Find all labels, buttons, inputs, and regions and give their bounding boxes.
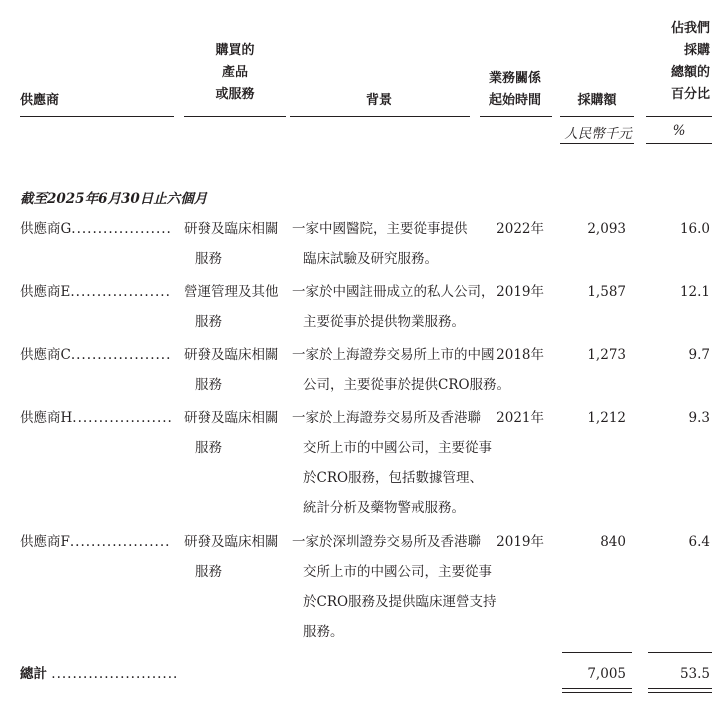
- total-double-rule-pct-1: [648, 688, 712, 689]
- pct-cell: 16.0: [679, 221, 710, 237]
- header-relationship-line-1: 業務關係: [488, 71, 541, 86]
- subtotal-rule-amount: [562, 652, 632, 653]
- table-row: [0, 403, 720, 523]
- product-cell: [184, 403, 279, 463]
- total-amount: 7,005: [587, 666, 626, 682]
- total-double-rule-amount-2: [562, 692, 632, 693]
- product-line-2: 服務: [195, 314, 222, 330]
- unit-pct: %: [672, 123, 686, 139]
- background-line-2: 公司，主要從事於提供CRO服務。: [303, 377, 511, 393]
- pct-cell: 9.3: [688, 410, 710, 426]
- supplier-name: 供應商H: [20, 410, 73, 426]
- year-cell: 2019年: [496, 284, 544, 300]
- background-line-3: 於CRO服務，包括數據管理、: [303, 470, 484, 486]
- year-cell: 2022年: [496, 221, 544, 237]
- header-pct-line-4: 百分比: [670, 87, 710, 102]
- background-cell: [292, 403, 492, 523]
- leader-dots: ...................: [70, 284, 171, 300]
- amount-cell: 2,093: [587, 221, 626, 237]
- supplier-name: 供應商C: [20, 347, 71, 363]
- pct-cell: 6.4: [688, 534, 710, 550]
- leader-dots: ...................: [72, 410, 173, 426]
- header-rule-relationship: [480, 116, 552, 117]
- header-rule-pct: [646, 116, 712, 117]
- leader-dots: ...................: [69, 534, 171, 550]
- supplier-name: 供應商G: [20, 221, 72, 237]
- background-cell: [292, 527, 497, 647]
- header-product-line-3: 或服務: [215, 87, 255, 102]
- background-line-1: 一家於中國註冊成立的私人公司，: [292, 284, 495, 300]
- amount-cell: 1,273: [587, 347, 626, 363]
- background-line-1: 一家於上海證券交易所上市的中國: [292, 347, 495, 363]
- year-cell: 2021年: [496, 410, 544, 426]
- pct-cell: 12.1: [679, 284, 710, 300]
- header-rule-background: [290, 116, 470, 117]
- header-product-line-2: 產品: [221, 65, 248, 80]
- background-cell: [292, 214, 468, 274]
- product-line-2: 服務: [195, 377, 222, 393]
- supplier-name: 供應商E: [20, 284, 71, 300]
- total-label: 總計: [20, 666, 47, 682]
- background-line-1: 一家於上海證券交易所及香港聯: [292, 410, 481, 426]
- total-row: [0, 659, 720, 689]
- background-line-2: 交所上市的中國公司，主要從事: [303, 564, 492, 580]
- product-cell: [184, 527, 279, 587]
- header-relationship: [478, 68, 552, 112]
- product-line-1: 研發及臨床相關: [184, 410, 279, 426]
- background-line-2: 主要從事於提供物業服務。: [303, 314, 465, 330]
- unit-rule-purchase: [560, 143, 634, 144]
- supplier-cell: [20, 214, 172, 244]
- table-row: [0, 214, 720, 274]
- background-line-1: 一家中國醫院，主要從事提供: [292, 221, 468, 237]
- amount-cell: 1,212: [587, 410, 626, 426]
- header-purchase: 採購額: [577, 93, 617, 108]
- background-line-3: 於CRO服務及提供臨床運營支持: [303, 594, 497, 610]
- header-product: [185, 40, 285, 106]
- amount-cell: 1,587: [587, 284, 626, 300]
- header-relationship-line-2: 起始時間: [488, 93, 541, 108]
- period-label: 截至2025年6月30日止六個月: [20, 191, 208, 207]
- header-supplier: 供應商: [20, 93, 60, 108]
- header-rule-product: [184, 116, 286, 117]
- year-cell: 2018年: [496, 347, 544, 363]
- background-line-4: 統計分析及藥物警戒服務。: [303, 500, 465, 516]
- product-cell: [184, 214, 279, 274]
- product-line-1: 營運管理及其他: [184, 284, 279, 300]
- header-product-line-1: 購買的: [215, 43, 255, 58]
- product-line-1: 研發及臨床相關: [184, 534, 279, 550]
- total-double-rule-amount-1: [562, 688, 632, 689]
- table-row: [0, 340, 720, 400]
- header-rule-supplier: [20, 116, 174, 117]
- total-label-cell: [20, 659, 178, 689]
- product-line-2: 服務: [195, 564, 222, 580]
- unit-rule-pct: [646, 143, 712, 144]
- background-line-2: 臨床試驗及研究服務。: [303, 251, 438, 267]
- background-line-2: 交所上市的中國公司，主要從事: [303, 440, 492, 456]
- year-cell: 2019年: [496, 534, 544, 550]
- table-row: [0, 527, 720, 647]
- supplier-cell: [20, 277, 171, 307]
- supplier-cell: [20, 340, 171, 370]
- supplier-cell: [20, 403, 173, 433]
- amount-cell: 840: [600, 534, 626, 550]
- background-line-4: 服務。: [303, 624, 344, 640]
- product-line-1: 研發及臨床相關: [184, 221, 279, 237]
- leader-dots: ........................: [51, 666, 179, 682]
- header-background: 背景: [365, 93, 392, 108]
- pct-cell: 9.7: [688, 347, 710, 363]
- header-pct-line-2: 採購: [683, 43, 710, 58]
- subtotal-rule-pct: [648, 652, 712, 653]
- product-line-1: 研發及臨床相關: [184, 347, 279, 363]
- leader-dots: ...................: [70, 347, 172, 363]
- total-double-rule-pct-2: [648, 692, 712, 693]
- supplier-name: 供應商F: [20, 534, 70, 550]
- product-line-2: 服務: [195, 440, 222, 456]
- supplier-cell: [20, 527, 170, 557]
- header-percentage: [638, 18, 710, 106]
- background-line-1: 一家於深圳證券交易所及香港聯: [292, 534, 481, 550]
- product-line-2: 服務: [195, 251, 222, 267]
- table-row: [0, 277, 720, 337]
- unit-purchase: 人民幣千元: [564, 126, 632, 142]
- background-cell: [292, 277, 495, 337]
- product-cell: [184, 340, 279, 400]
- header-pct-line-3: 總額的: [670, 65, 710, 80]
- product-cell: [184, 277, 279, 337]
- leader-dots: ...................: [71, 221, 172, 237]
- header-pct-line-1: 佔我們: [670, 21, 710, 36]
- header-rule-purchase: [560, 116, 634, 117]
- total-pct: 53.5: [679, 666, 710, 682]
